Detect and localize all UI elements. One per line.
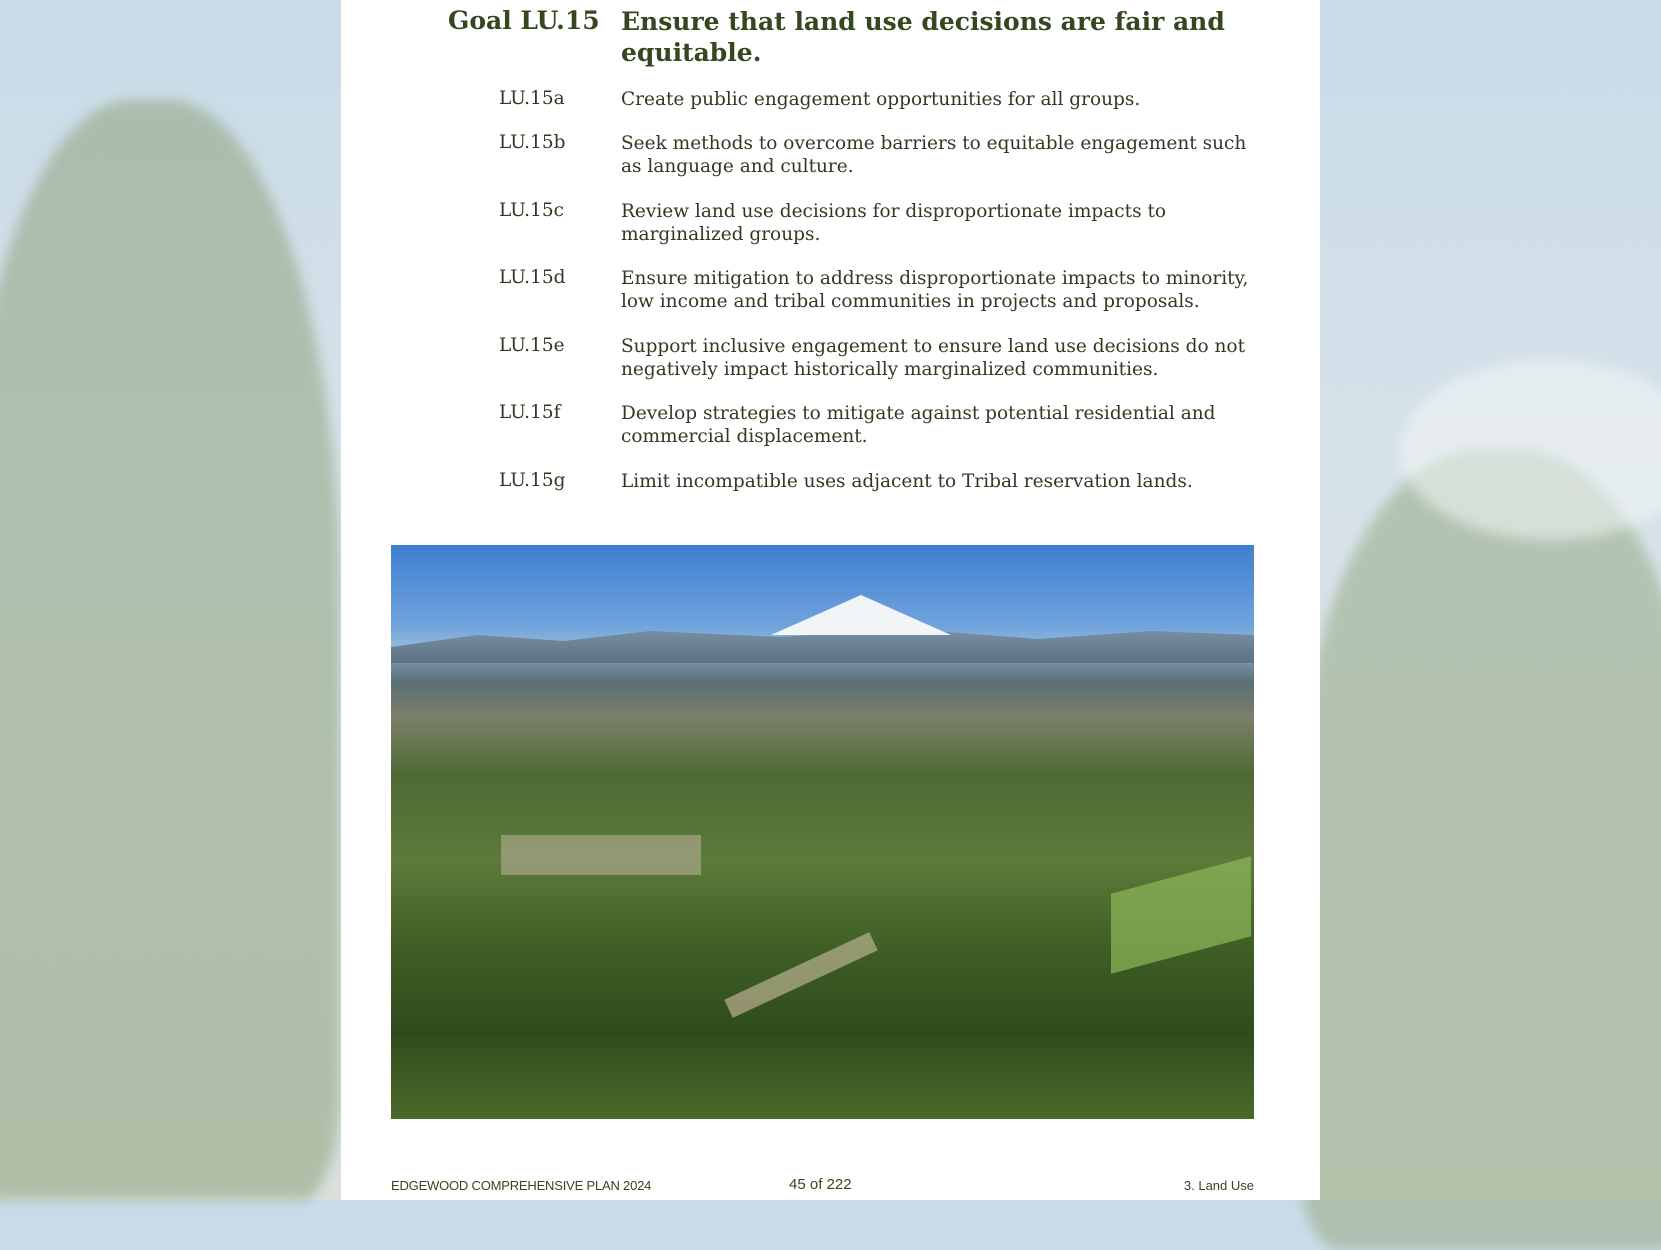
field [501, 835, 701, 875]
document-page [341, 0, 1320, 1200]
mountain-peak [771, 595, 951, 635]
background-tree [0, 100, 340, 1200]
policy-text: Develop strategies to mitigate against potential residential and commercial displacement. [621, 403, 1216, 447]
policy-id: LU.15a [499, 88, 565, 109]
policy-id: LU.15e [499, 335, 565, 356]
footer-section: 3. Land Use [1183, 1178, 1254, 1193]
policy-id: LU.15f [499, 402, 561, 423]
policy-id: LU.15c [499, 200, 564, 221]
policy-id: LU.15g [499, 470, 566, 491]
field [724, 932, 877, 1018]
goal-id: Goal LU.15 [448, 6, 600, 35]
policy-text: Create public engagement opportunities for all groups. [621, 89, 1141, 110]
page-number: 45 of 222 [789, 1176, 852, 1193]
aerial-photo-mount-rainier [391, 545, 1254, 1119]
policy-text: Seek methods to overcome barriers to equitable engagement such as language and culture. [621, 133, 1247, 177]
background-tree [1300, 450, 1661, 1250]
policy-id: LU.15b [499, 132, 566, 153]
policy-text: Review land use decisions for disproportionate impacts to marginalized groups. [621, 201, 1167, 245]
policy-text: Limit incompatible uses adjacent to Tribal reservation lands. [621, 471, 1193, 492]
policy-text: Support inclusive engagement to ensure land use decisions do not negatively impact historically marginalized communities. [621, 336, 1246, 380]
goal-title: Ensure that land use decisions are fair and equitable. [621, 7, 1225, 67]
policy-id: LU.15d [499, 267, 566, 288]
field [1111, 856, 1251, 974]
policy-text: Ensure mitigation to address disproportionate impacts to minority, low income and tribal communities in projects and proposals. [621, 268, 1249, 312]
footer-document-title: EDGEWOOD COMPREHENSIVE PLAN 2024 [391, 1178, 652, 1193]
